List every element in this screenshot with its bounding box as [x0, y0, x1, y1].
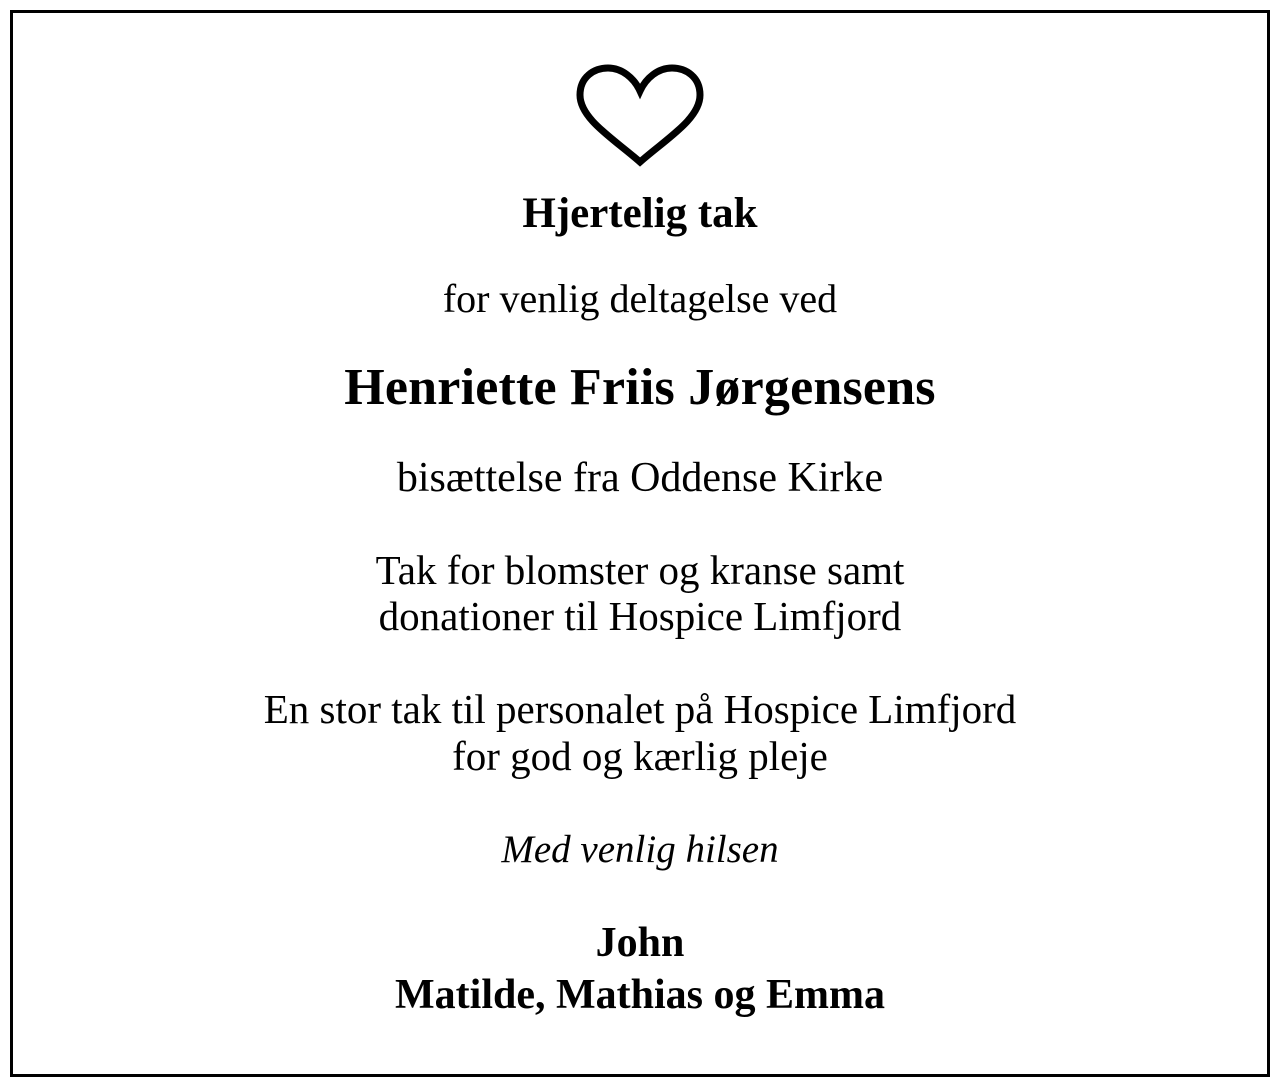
thanks-heading: Hjertelig tak	[522, 190, 758, 237]
signature-block	[13, 920, 1267, 1020]
staff-thanks-line-1: En stor tak til personalet på Hospice Limfjord	[263, 686, 1017, 733]
memorial-notice-card	[10, 10, 1270, 1077]
signature-secondary: Matilde, Mathias og Emma	[395, 972, 885, 1019]
ceremony-line: bisættelse fra Oddense Kirke	[396, 454, 884, 501]
flowers-thanks-line-1: Tak for blomster og kranse samt	[375, 546, 905, 593]
staff-thanks-block	[13, 686, 1267, 779]
staff-thanks-line-2: for god og kærlig pleje	[452, 732, 828, 779]
flowers-thanks-line-2: donationer til Hospice Limfjord	[378, 593, 902, 640]
heart-icon	[565, 61, 715, 169]
participation-line: for venlig deltagelse ved	[442, 276, 838, 322]
regards-line: Med venlig hilsen	[501, 827, 779, 871]
deceased-name: Henriette Friis Jørgensens	[344, 358, 936, 416]
signature-primary: John	[595, 920, 685, 967]
flowers-thanks-block	[13, 547, 1267, 640]
